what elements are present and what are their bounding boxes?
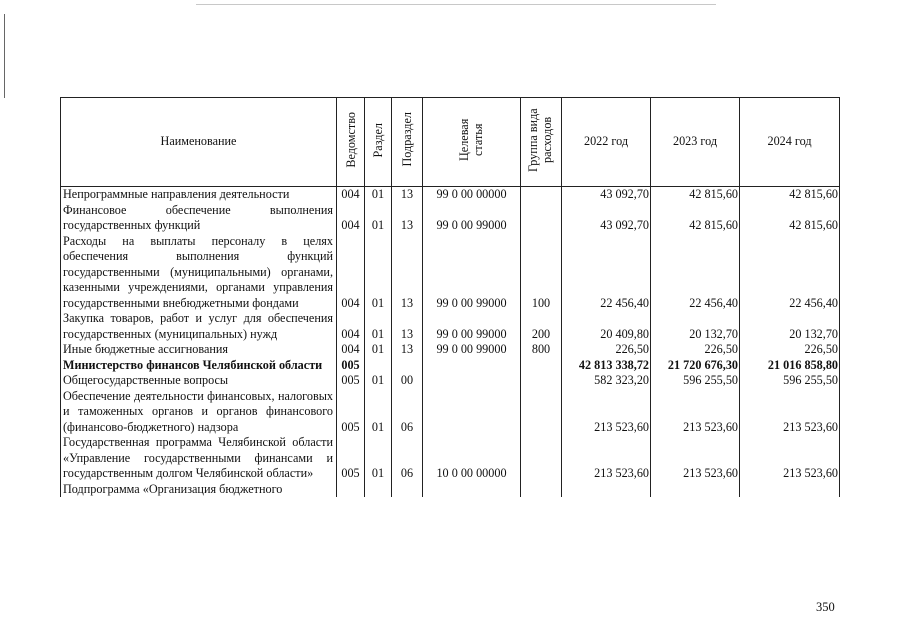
row-section: 01 xyxy=(365,373,392,389)
row-name: Обеспечение деятельности финансовых, налоговых и таможенных органов и органов финансового (финансово-бюджетного) надзора xyxy=(61,389,337,436)
row-subsection: 13 xyxy=(392,203,423,234)
row-subsection: 13 xyxy=(392,342,423,358)
row-target xyxy=(423,482,521,498)
row-2024: 22 456,40 xyxy=(740,234,840,312)
header-expense-group: Группа вида расходов xyxy=(521,98,562,187)
row-2023: 22 456,40 xyxy=(651,234,740,312)
row-target: 99 0 00 00000 xyxy=(423,187,521,203)
row-target xyxy=(423,389,521,436)
row-2022: 22 456,40 xyxy=(562,234,651,312)
row-dept: 004 xyxy=(337,187,365,203)
row-2022: 42 813 338,72 xyxy=(562,358,651,374)
row-group: 200 xyxy=(521,311,562,342)
table-row xyxy=(61,373,840,389)
top-rule xyxy=(196,4,716,5)
row-2024: 213 523,60 xyxy=(740,435,840,482)
row-section xyxy=(365,482,392,498)
table-row xyxy=(61,234,840,312)
table-row xyxy=(61,435,840,482)
row-subsection: 13 xyxy=(392,311,423,342)
row-name: Иные бюджетные ассигнования xyxy=(61,342,337,358)
table-row xyxy=(61,311,840,342)
table-row xyxy=(61,482,840,498)
row-group: 100 xyxy=(521,234,562,312)
row-name: Государственная программа Челябинской области «Управление государственными финансами и государственным долгом Челябинской области» xyxy=(61,435,337,482)
row-name: Расходы на выплаты персоналу в целях обеспечения выполнения функций государственными (муниципальными) органами, казенными учреждениями, органами управления государственными внебюджетными фондами xyxy=(61,234,337,312)
row-2023: 213 523,60 xyxy=(651,389,740,436)
header-name: Наименование xyxy=(61,98,337,187)
row-name: Закупка товаров, работ и услуг для обеспечения государственных (муниципальных) нужд xyxy=(61,311,337,342)
page-number: 350 xyxy=(816,600,835,614)
row-subsection xyxy=(392,358,423,374)
row-group xyxy=(521,358,562,374)
row-subsection: 13 xyxy=(392,234,423,312)
row-subsection: 06 xyxy=(392,435,423,482)
row-dept: 004 xyxy=(337,342,365,358)
row-dept: 005 xyxy=(337,435,365,482)
row-target xyxy=(423,373,521,389)
row-target: 99 0 00 99000 xyxy=(423,342,521,358)
row-2022: 43 092,70 xyxy=(562,187,651,203)
row-group xyxy=(521,482,562,498)
row-name: Подпрограмма «Организация бюджетного xyxy=(61,482,337,498)
row-section: 01 xyxy=(365,203,392,234)
row-name: Министерство финансов Челябинской области xyxy=(61,358,337,374)
row-dept: 004 xyxy=(337,311,365,342)
table-row xyxy=(61,342,840,358)
row-2024: 213 523,60 xyxy=(740,389,840,436)
row-subsection: 13 xyxy=(392,187,423,203)
row-name: Финансовое обеспечение выполнения государственных функций xyxy=(61,203,337,234)
row-target xyxy=(423,358,521,374)
table-row xyxy=(61,187,840,203)
row-2024: 21 016 858,80 xyxy=(740,358,840,374)
table-row xyxy=(61,358,840,374)
row-2024: 42 815,60 xyxy=(740,187,840,203)
row-2023: 42 815,60 xyxy=(651,203,740,234)
header-subsection: Подраздел xyxy=(392,98,423,187)
row-name: Общегосударственные вопросы xyxy=(61,373,337,389)
row-2022: 213 523,60 xyxy=(562,389,651,436)
row-dept: 004 xyxy=(337,234,365,312)
row-section: 01 xyxy=(365,342,392,358)
row-2022: 213 523,60 xyxy=(562,435,651,482)
row-2024 xyxy=(740,482,840,498)
row-group xyxy=(521,373,562,389)
header-2023: 2023 год xyxy=(651,98,740,187)
left-rule xyxy=(4,14,5,98)
row-target: 10 0 00 00000 xyxy=(423,435,521,482)
row-name: Непрограммные направления деятельности xyxy=(61,187,337,203)
header-department: Ведомство xyxy=(337,98,365,187)
row-group xyxy=(521,187,562,203)
header-2022: 2022 год xyxy=(562,98,651,187)
row-2024: 596 255,50 xyxy=(740,373,840,389)
budget-table xyxy=(60,97,840,497)
row-2023: 20 132,70 xyxy=(651,311,740,342)
header-row xyxy=(61,98,840,187)
row-2023: 213 523,60 xyxy=(651,435,740,482)
row-section: 01 xyxy=(365,234,392,312)
row-subsection: 06 xyxy=(392,389,423,436)
row-group xyxy=(521,203,562,234)
row-subsection xyxy=(392,482,423,498)
row-2022: 226,50 xyxy=(562,342,651,358)
row-2022 xyxy=(562,482,651,498)
row-section xyxy=(365,358,392,374)
table-row xyxy=(61,389,840,436)
row-2023: 21 720 676,30 xyxy=(651,358,740,374)
row-2023: 596 255,50 xyxy=(651,373,740,389)
row-2023: 226,50 xyxy=(651,342,740,358)
row-section: 01 xyxy=(365,311,392,342)
row-section: 01 xyxy=(365,389,392,436)
header-target-article: Целевая статья xyxy=(423,98,521,187)
row-2024: 226,50 xyxy=(740,342,840,358)
row-target: 99 0 00 99000 xyxy=(423,203,521,234)
row-2022: 43 092,70 xyxy=(562,203,651,234)
header-2024: 2024 год xyxy=(740,98,840,187)
row-2024: 20 132,70 xyxy=(740,311,840,342)
row-2024: 42 815,60 xyxy=(740,203,840,234)
row-dept xyxy=(337,482,365,498)
row-2023: 42 815,60 xyxy=(651,187,740,203)
row-2022: 582 323,20 xyxy=(562,373,651,389)
row-target: 99 0 00 99000 xyxy=(423,311,521,342)
row-dept: 005 xyxy=(337,358,365,374)
row-section: 01 xyxy=(365,435,392,482)
header-section: Раздел xyxy=(365,98,392,187)
row-dept: 005 xyxy=(337,389,365,436)
row-subsection: 00 xyxy=(392,373,423,389)
row-2022: 20 409,80 xyxy=(562,311,651,342)
row-group: 800 xyxy=(521,342,562,358)
row-2023 xyxy=(651,482,740,498)
table-row xyxy=(61,203,840,234)
row-target: 99 0 00 99000 xyxy=(423,234,521,312)
row-dept: 005 xyxy=(337,373,365,389)
row-group xyxy=(521,389,562,436)
row-section: 01 xyxy=(365,187,392,203)
row-group xyxy=(521,435,562,482)
row-dept: 004 xyxy=(337,203,365,234)
